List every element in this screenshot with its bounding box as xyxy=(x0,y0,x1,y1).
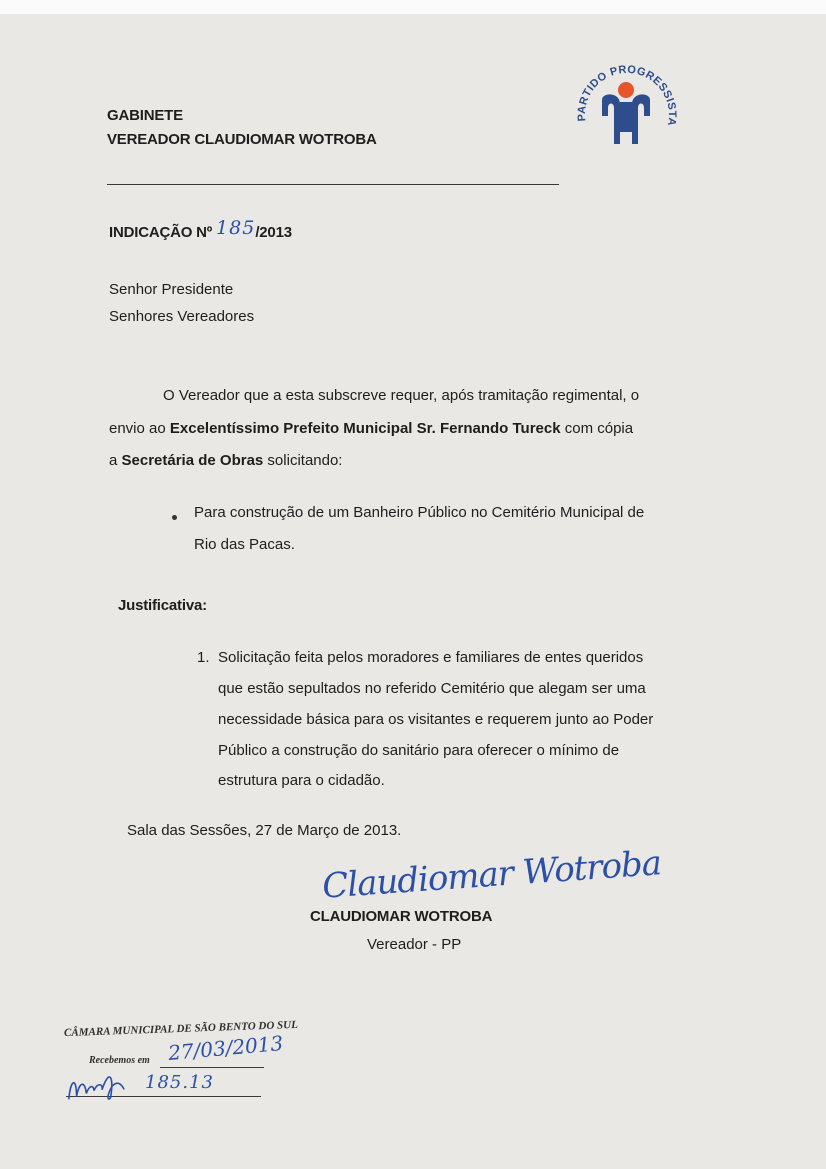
greeting-presidente: Senhor Presidente xyxy=(109,281,234,298)
stamp-received-label: Recebemos em xyxy=(89,1055,150,1066)
justificativa-line-5: estrutura para o cidadão. xyxy=(218,772,385,789)
intro-line-3-post: solicitando: xyxy=(263,452,343,469)
indicacao-label: INDICAÇÃO Nº xyxy=(109,224,213,241)
pp-logo-icon xyxy=(572,52,680,160)
indicacao-title xyxy=(109,217,292,242)
intro-line-2 xyxy=(109,420,633,437)
scan-top-edge xyxy=(0,0,826,14)
header-vereador: VEREADOR CLAUDIOMAR WOTROBA xyxy=(107,131,377,148)
indicacao-year: /2013 xyxy=(255,224,292,241)
stamp-title: CÂMARA MUNICIPAL DE SÃO BENTO DO SUL xyxy=(63,1018,299,1040)
justificativa-title: Justificativa: xyxy=(118,597,207,614)
signer-name: CLAUDIOMAR WOTROBA xyxy=(310,908,493,925)
stamp-protocol-number: 185.13 xyxy=(145,1072,214,1093)
intro-line-2-pre: envio ao xyxy=(109,420,170,437)
stamp-received-date: 27/03/2013 xyxy=(167,1031,285,1065)
justificativa-line-3: necessidade básica para os visitantes e requerem junto ao Poder xyxy=(218,711,654,728)
intro-line-3 xyxy=(109,452,342,469)
intro-line-2-post: com cópia xyxy=(560,420,634,437)
justificativa-line-2: que estão sepultados no referido Cemitério que alegam ser uma xyxy=(218,680,646,697)
partido-progressista-logo xyxy=(572,52,680,160)
stamp-initials xyxy=(62,1066,138,1113)
justificativa-line-1: Solicitação feita pelos moradores e familiares de entes queridos xyxy=(218,649,644,666)
logo-arc-text: PARTIDO PROGRESSISTA xyxy=(575,63,679,127)
request-line-2: Rio das Pacas. xyxy=(194,536,295,553)
prefeito-name: Excelentíssimo Prefeito Municipal Sr. Fernando Tureck xyxy=(169,420,561,437)
handwritten-signature: Claudiomar Wotroba xyxy=(321,843,663,907)
intro-line-3-pre: a xyxy=(109,452,122,469)
intro-line-1: O Vereador que a esta subscreve requer, após tramitação regimental, o xyxy=(163,387,640,404)
request-line-1: Para construção de um Banheiro Público no Cemitério Municipal de xyxy=(194,504,645,521)
initials-signature-icon xyxy=(62,1066,137,1107)
indicacao-number: 185 xyxy=(216,217,256,239)
header-divider xyxy=(107,184,559,185)
secretaria-name: Secretária de Obras xyxy=(121,452,264,469)
justificativa-line-4: Público a construção do sanitário para oferecer o mínimo de xyxy=(218,742,620,759)
header-gabinete: GABINETE xyxy=(107,107,183,124)
justificativa-number: 1. xyxy=(197,649,210,666)
closing-date: Sala das Sessões, 27 de Março de 2013. xyxy=(127,822,402,839)
stamp-date-line xyxy=(160,1067,264,1068)
bullet-icon xyxy=(172,515,177,520)
greeting-vereadores: Senhores Vereadores xyxy=(109,308,255,325)
signer-role: Vereador - PP xyxy=(367,936,462,953)
